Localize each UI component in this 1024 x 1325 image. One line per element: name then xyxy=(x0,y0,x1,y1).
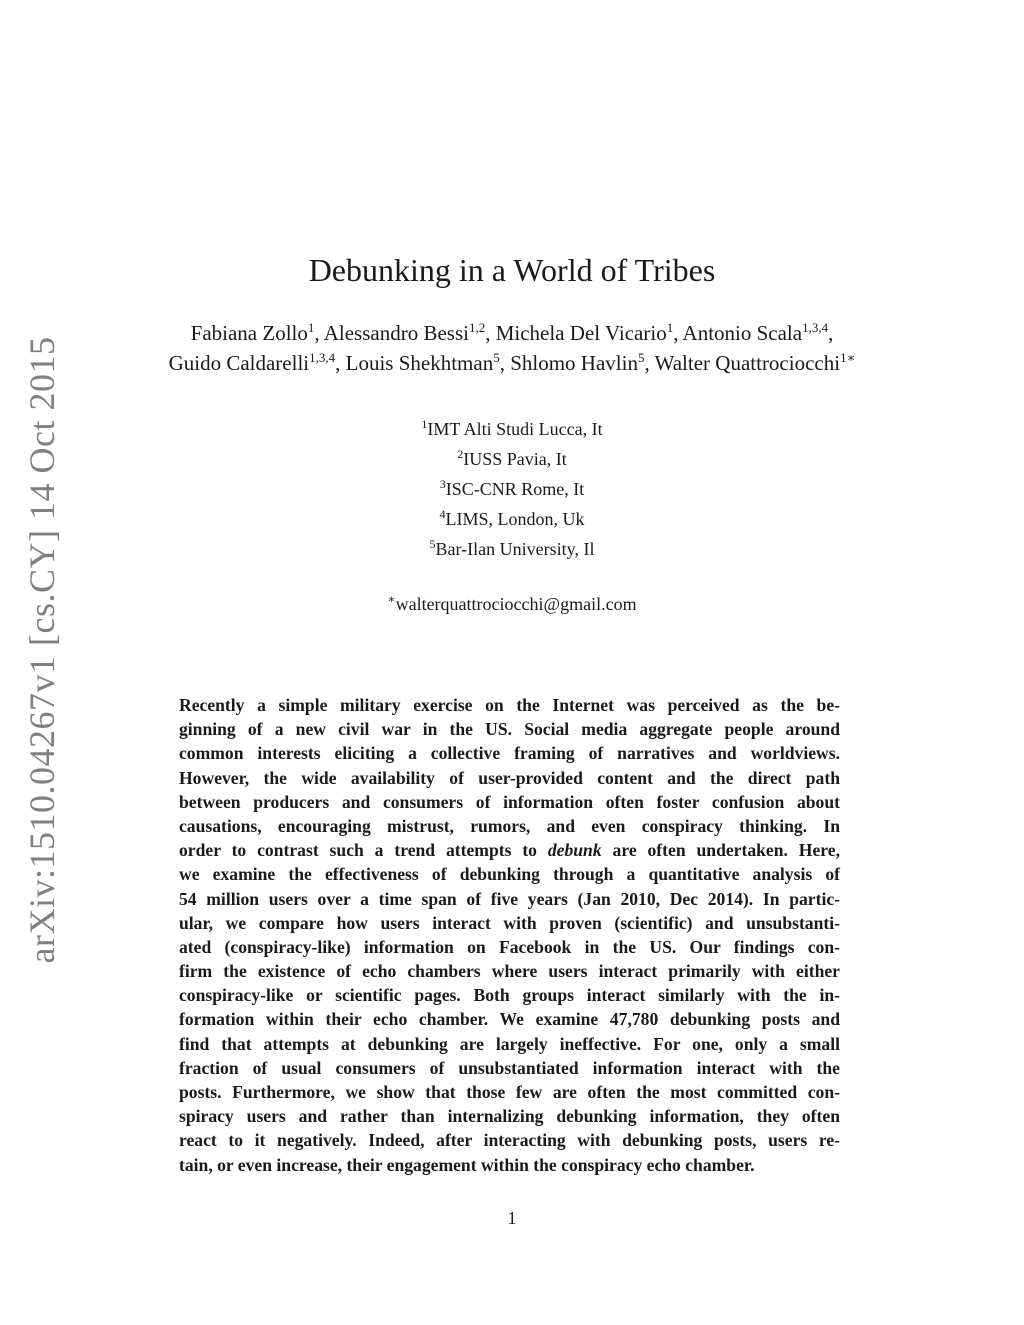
arxiv-identifier-stamp: arXiv:1510.04267v1 [cs.CY] 14 Oct 2015 xyxy=(22,336,62,964)
author: Walter Quattrociocchi$^{1∗}$ xyxy=(654,350,856,375)
abstract-line: Recently a simple military exercise on the Internet was perceived as the be- xyxy=(179,695,840,715)
abstract-line: conspiracy-like or scientific pages. Both groups interact similarly with the in- xyxy=(179,985,840,1006)
abstract-line: react to it negatively. Indeed, after interacting with debunking posts, users re- xyxy=(179,1130,840,1151)
affiliation: $^1$IMT Alti Studi Lucca, It xyxy=(421,417,603,439)
abstract-line: formation within their echo chamber. We examine 47,780 debunking posts and xyxy=(179,1009,840,1030)
abstract-line: 54 million users over a time span of five years (Jan 2010, Dec 2014). In partic- xyxy=(179,888,840,909)
corresponding-email: ∗walterquattrociocchi@gmail.com xyxy=(387,592,637,614)
author: Shlomo Havlin$^5$, xyxy=(510,350,655,375)
author: Louis Shekhtman$^5$, xyxy=(345,350,511,375)
author: Guido Caldarelli$^{1,3,4}$, xyxy=(168,350,346,375)
abstract-line: spiracy users and rather than internalizing debunking information, they often xyxy=(179,1106,840,1127)
abstract-line: ular, we compare how users interact with proven (scientific) and unsubstanti- xyxy=(179,912,840,933)
affiliation: $^5$Bar-Ilan University, Il xyxy=(429,537,595,559)
abstract-line: common interests eliciting a collective framing of narratives and worldviews. xyxy=(179,743,840,764)
author: Antonio Scala$^{1,3,4}$, xyxy=(682,320,834,345)
abstract-line: ated (conspiracy-like) information on Facebook in the US. Our findings con- xyxy=(179,936,840,957)
abstract-line: we examine the effectiveness of debunking through a quantitative analysis of xyxy=(179,864,840,885)
affiliation: $^3$ISC-CNR Rome, It xyxy=(439,477,585,499)
affiliation: $^4$LIMS, London, Uk xyxy=(439,507,585,529)
abstract-line: causations, encouraging mistrust, rumors, and even conspiracy thinking. In xyxy=(179,815,840,836)
page-number: 1 xyxy=(507,1208,517,1228)
abstract-line: However, the wide availability of user-provided content and the direct path xyxy=(179,767,840,788)
abstract-italic-word: debunk xyxy=(547,840,602,861)
abstract-line: order to contrast such a trend attempts to debunk are often undertaken. Here, xyxy=(179,840,840,861)
paper-title: Debunking in a World of Tribes xyxy=(308,252,716,288)
author: Fabiana Zollo$^1$, xyxy=(190,320,324,345)
affiliation: $^2$IUSS Pavia, It xyxy=(457,447,567,469)
abstract-line: ginning of a new civil war in the US. Social media aggregate people around xyxy=(179,719,840,740)
abstract-line: posts. Furthermore, we show that those few are often the most committed con- xyxy=(179,1082,840,1102)
abstract xyxy=(179,693,840,1177)
abstract-line: find that attempts at debunking are largely ineffective. For one, only a small xyxy=(179,1033,840,1054)
author: Michela Del Vicario$^1$, xyxy=(495,320,683,345)
author-list xyxy=(60,318,964,378)
abstract-line: tain, or even increase, their engagement within the conspiracy echo chamber. xyxy=(179,1154,755,1175)
abstract-line: firm the existence of echo chambers where users interact primarily with either xyxy=(179,961,840,982)
abstract-line: fraction of usual consumers of unsubstantiated information interact with the xyxy=(179,1057,840,1078)
author: Alessandro Bessi$^{1,2}$, xyxy=(323,320,496,345)
affiliation-list xyxy=(0,414,1024,564)
abstract-line: between producers and consumers of information often foster confusion about xyxy=(179,791,840,812)
